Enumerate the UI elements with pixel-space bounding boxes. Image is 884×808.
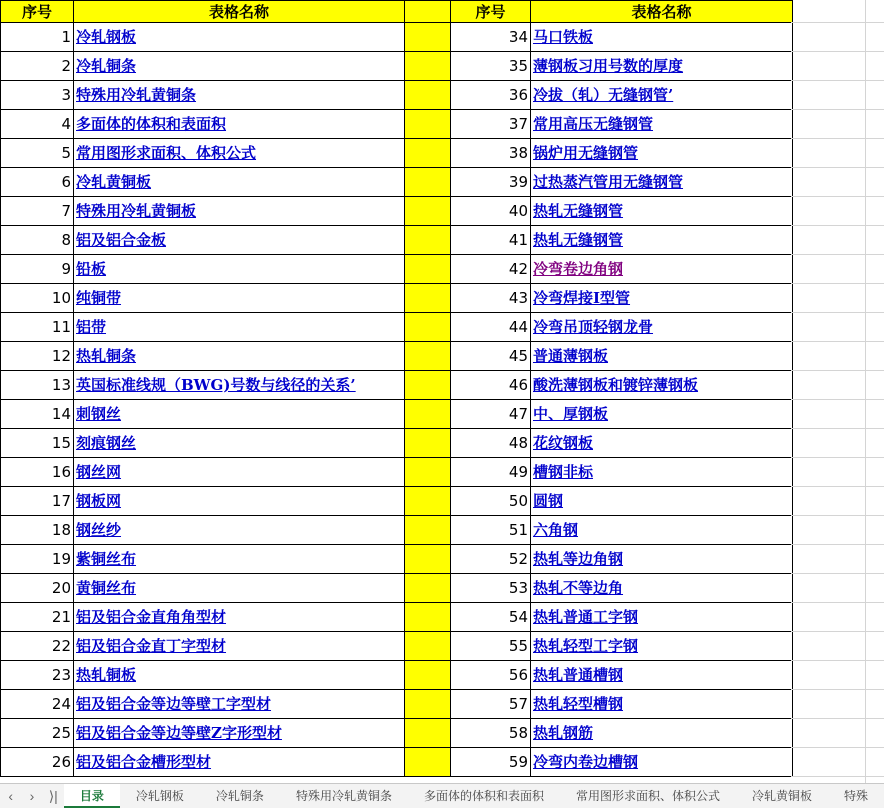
prev-sheet-icon[interactable]: ‹ xyxy=(8,788,13,804)
table-link-right[interactable]: 马口铁板 xyxy=(531,23,793,52)
header-seq-right[interactable]: 序号 xyxy=(451,1,531,23)
table-link-right[interactable]: 薄钢板习用号数的厚度 xyxy=(531,52,793,81)
table-row xyxy=(1,284,793,313)
table-link-left[interactable]: 特殊用冷轧黄铜板 xyxy=(74,197,405,226)
gridline xyxy=(791,544,884,545)
gridline xyxy=(791,341,884,342)
row-number-left[interactable]: 16 xyxy=(1,458,74,487)
highlight-cell[interactable] xyxy=(405,168,451,197)
table-link-left[interactable]: 纯铜带 xyxy=(74,284,405,313)
gridline xyxy=(791,660,884,661)
row-number-right[interactable]: 57 xyxy=(451,690,531,719)
table-link-left[interactable]: 常用图形求面积、体积公式 xyxy=(74,139,405,168)
row-number-right[interactable]: 56 xyxy=(451,661,531,690)
table-row xyxy=(1,603,793,632)
table-link-right[interactable]: 热轧等边角钢 xyxy=(531,545,793,574)
tab-cold-rolled-steel[interactable]: 冷轧钢板 xyxy=(135,789,184,803)
gridline xyxy=(791,776,884,777)
highlight-cell[interactable] xyxy=(405,284,451,313)
row-number-left[interactable]: 9 xyxy=(1,255,74,284)
table-link-left[interactable]: 英国标准线规（BWG)号数与线径的关系’ xyxy=(74,371,405,400)
row-number-left[interactable]: 10 xyxy=(1,284,74,313)
table-link-left[interactable]: 黄铜丝布 xyxy=(74,574,405,603)
table-row xyxy=(1,400,793,429)
table-row xyxy=(1,632,793,661)
table-link-left[interactable]: 钢板网 xyxy=(74,487,405,516)
row-number-right[interactable]: 34 xyxy=(451,23,531,52)
table-row xyxy=(1,545,793,574)
gridline xyxy=(865,0,866,783)
row-number-left[interactable]: 24 xyxy=(1,690,74,719)
gridline xyxy=(791,486,884,487)
row-number-left[interactable]: 21 xyxy=(1,603,74,632)
gridline xyxy=(791,80,884,81)
table-row xyxy=(1,255,793,284)
table-link-left[interactable]: 冷轧黄铜板 xyxy=(74,168,405,197)
gridline xyxy=(791,51,884,52)
table-link-left[interactable]: 紫铜丝布 xyxy=(74,545,405,574)
row-number-left[interactable]: 11 xyxy=(1,313,74,342)
gridline xyxy=(791,167,884,168)
table-link-left[interactable]: 冷轧铜条 xyxy=(74,52,405,81)
table-link-left[interactable]: 热轧铜条 xyxy=(74,342,405,371)
table-link-right[interactable]: 热轧无缝钢管 xyxy=(531,226,793,255)
table-row xyxy=(1,197,793,226)
highlight-cell[interactable] xyxy=(405,632,451,661)
highlight-cell[interactable] xyxy=(405,226,451,255)
highlight-cell[interactable] xyxy=(405,197,451,226)
row-number-right[interactable]: 48 xyxy=(451,429,531,458)
row-number-right[interactable]: 40 xyxy=(451,197,531,226)
table-row xyxy=(1,226,793,255)
table-row xyxy=(1,342,793,371)
highlight-cell[interactable] xyxy=(405,748,451,777)
row-number-left[interactable]: 6 xyxy=(1,168,74,197)
table-link-left[interactable]: 多面体的体积和表面积 xyxy=(74,110,405,139)
row-number-right[interactable]: 53 xyxy=(451,574,531,603)
row-number-left[interactable]: 20 xyxy=(1,574,74,603)
highlight-cell[interactable] xyxy=(405,487,451,516)
table-link-left[interactable]: 铝及铝合金直角角型材 xyxy=(74,603,405,632)
row-number-left[interactable]: 8 xyxy=(1,226,74,255)
tab-special-more[interactable]: 特殊 xyxy=(844,789,869,803)
table-link-right[interactable]: 热轧不等边角 xyxy=(531,574,793,603)
table-link-left[interactable]: 铝及铝合金槽形型材 xyxy=(74,748,405,777)
gridline xyxy=(791,573,884,574)
highlight-cell[interactable] xyxy=(405,603,451,632)
highlight-cell[interactable] xyxy=(405,313,451,342)
table-row xyxy=(1,748,793,777)
highlight-cell[interactable] xyxy=(405,516,451,545)
gridline xyxy=(791,399,884,400)
table-link-right[interactable]: 花纹钢板 xyxy=(531,429,793,458)
table-row xyxy=(1,110,793,139)
gridline xyxy=(791,225,884,226)
table-row xyxy=(1,139,793,168)
row-number-right[interactable]: 51 xyxy=(451,516,531,545)
table-row xyxy=(1,516,793,545)
row-number-right[interactable]: 39 xyxy=(451,168,531,197)
highlight-cell[interactable] xyxy=(405,458,451,487)
table-link-right[interactable]: 冷拔（轧）无缝钢管’ xyxy=(531,81,793,110)
table-link-right[interactable]: 冷弯吊顶轻钢龙骨 xyxy=(531,313,793,342)
table-link-left[interactable]: 铝及铝合金等边等壁Z字形型材 xyxy=(74,719,405,748)
highlight-cell[interactable] xyxy=(405,400,451,429)
empty-grid-area[interactable] xyxy=(791,0,884,783)
table-link-right[interactable]: 中、厚钢板 xyxy=(531,400,793,429)
table-link-left[interactable]: 刻痕钢丝 xyxy=(74,429,405,458)
table-link-right[interactable]: 热轧钢筋 xyxy=(531,719,793,748)
table-link-right[interactable]: 过热蒸汽管用无缝钢管 xyxy=(531,168,793,197)
row-number-right[interactable]: 50 xyxy=(451,487,531,516)
table-row xyxy=(1,371,793,400)
row-number-right[interactable]: 35 xyxy=(451,52,531,81)
tab-polyhedron-volume[interactable]: 多面体的体积和表面积 xyxy=(423,789,544,803)
highlight-cell[interactable] xyxy=(405,661,451,690)
table-row xyxy=(1,81,793,110)
row-number-left[interactable]: 7 xyxy=(1,197,74,226)
table-row xyxy=(1,168,793,197)
table-link-left[interactable]: 铝带 xyxy=(74,313,405,342)
table-row xyxy=(1,23,793,52)
row-number-right[interactable]: 59 xyxy=(451,748,531,777)
table-link-left[interactable]: 铝及铝合金板 xyxy=(74,226,405,255)
table-link-right[interactable]: 热轧普通槽钢 xyxy=(531,661,793,690)
highlight-cell[interactable] xyxy=(405,574,451,603)
table-link-right[interactable]: 冷弯卷边角钢 xyxy=(531,255,793,284)
row-number-left[interactable]: 3 xyxy=(1,81,74,110)
gridline xyxy=(791,457,884,458)
table-link-right[interactable]: 普通薄钢板 xyxy=(531,342,793,371)
highlight-cell[interactable] xyxy=(405,371,451,400)
gridline xyxy=(791,109,884,110)
tab-area-formulas[interactable]: 常用图形求面积、体积公式 xyxy=(575,789,720,803)
table-link-left[interactable]: 铝及铝合金直丁字型材 xyxy=(74,632,405,661)
header-spacer[interactable] xyxy=(405,1,451,23)
highlight-cell[interactable] xyxy=(405,690,451,719)
gridline xyxy=(791,689,884,690)
table-link-right[interactable]: 冷弯焊接I型管 xyxy=(531,284,793,313)
table-row xyxy=(1,690,793,719)
header-seq-left[interactable]: 序号 xyxy=(1,1,74,23)
row-number-left[interactable]: 25 xyxy=(1,719,74,748)
highlight-cell[interactable] xyxy=(405,139,451,168)
row-number-right[interactable]: 42 xyxy=(451,255,531,284)
header-name-right[interactable]: 表格名称 xyxy=(531,1,793,23)
row-number-right[interactable]: 37 xyxy=(451,110,531,139)
sheet-tab-bar xyxy=(0,783,884,808)
table-link-right[interactable]: 热轧轻型槽钢 xyxy=(531,690,793,719)
highlight-cell[interactable] xyxy=(405,545,451,574)
table-link-left[interactable]: 钢丝网 xyxy=(74,458,405,487)
gridline xyxy=(791,428,884,429)
table-link-right[interactable]: 圆钢 xyxy=(531,487,793,516)
table-row xyxy=(1,458,793,487)
table-link-right[interactable]: 槽钢非标 xyxy=(531,458,793,487)
table-row xyxy=(1,719,793,748)
table-link-right[interactable]: 冷弯内卷边槽钢 xyxy=(531,748,793,777)
table-link-right[interactable]: 热轧轻型工字钢 xyxy=(531,632,793,661)
row-number-left[interactable]: 2 xyxy=(1,52,74,81)
row-number-right[interactable]: 41 xyxy=(451,226,531,255)
row-number-left[interactable]: 26 xyxy=(1,748,74,777)
table-link-left[interactable]: 特殊用冷轧黄铜条 xyxy=(74,81,405,110)
row-number-left[interactable]: 15 xyxy=(1,429,74,458)
row-number-left[interactable]: 14 xyxy=(1,400,74,429)
tab-index[interactable]: 目录 xyxy=(64,784,120,808)
gridline xyxy=(791,283,884,284)
row-number-left[interactable]: 1 xyxy=(1,23,74,52)
row-number-right[interactable]: 52 xyxy=(451,545,531,574)
gridline xyxy=(791,254,884,255)
gridline xyxy=(791,312,884,313)
gridline xyxy=(791,747,884,748)
header-row xyxy=(1,1,793,23)
table-row xyxy=(1,574,793,603)
row-number-right[interactable]: 55 xyxy=(451,632,531,661)
row-number-right[interactable]: 43 xyxy=(451,284,531,313)
row-number-right[interactable]: 44 xyxy=(451,313,531,342)
table-row xyxy=(1,429,793,458)
gridline xyxy=(791,602,884,603)
next-sheet-icon[interactable]: › xyxy=(29,788,35,804)
gridline xyxy=(791,22,884,23)
row-number-left[interactable]: 12 xyxy=(1,342,74,371)
highlight-cell[interactable] xyxy=(405,81,451,110)
gridline xyxy=(791,515,884,516)
gridline xyxy=(791,631,884,632)
row-number-right[interactable]: 47 xyxy=(451,400,531,429)
highlight-cell[interactable] xyxy=(405,52,451,81)
highlight-cell[interactable] xyxy=(405,110,451,139)
highlight-cell[interactable] xyxy=(405,342,451,371)
gridline xyxy=(791,718,884,719)
row-number-left[interactable]: 18 xyxy=(1,516,74,545)
table-link-right[interactable]: 常用高压无缝钢管 xyxy=(531,110,793,139)
highlight-cell[interactable] xyxy=(405,255,451,284)
header-name-left[interactable]: 表格名称 xyxy=(74,1,405,23)
gridline xyxy=(791,196,884,197)
row-number-left[interactable]: 13 xyxy=(1,371,74,400)
table-row xyxy=(1,52,793,81)
row-number-left[interactable]: 22 xyxy=(1,632,74,661)
table-link-left[interactable]: 刺钢丝 xyxy=(74,400,405,429)
table-link-left[interactable]: 铝及铝合金等边等壁工字型材 xyxy=(74,690,405,719)
row-number-right[interactable]: 36 xyxy=(451,81,531,110)
gridline xyxy=(791,138,884,139)
row-number-right[interactable]: 45 xyxy=(451,342,531,371)
table-link-right[interactable]: 锅炉用无缝钢管 xyxy=(531,139,793,168)
tab-special-brass-strip[interactable]: 特殊用冷轧黄铜条 xyxy=(295,789,392,803)
table-link-left[interactable]: 钢丝纱 xyxy=(74,516,405,545)
table-row xyxy=(1,661,793,690)
table-link-right[interactable]: 热轧无缝钢管 xyxy=(531,197,793,226)
highlight-cell[interactable] xyxy=(405,23,451,52)
row-number-right[interactable]: 46 xyxy=(451,371,531,400)
row-number-left[interactable]: 23 xyxy=(1,661,74,690)
row-number-right[interactable]: 58 xyxy=(451,719,531,748)
table-link-right[interactable]: 六角钢 xyxy=(531,516,793,545)
row-number-right[interactable]: 54 xyxy=(451,603,531,632)
table-link-left[interactable]: 热轧铜板 xyxy=(74,661,405,690)
row-number-left[interactable]: 4 xyxy=(1,110,74,139)
row-number-left[interactable]: 5 xyxy=(1,139,74,168)
table-row xyxy=(1,487,793,516)
row-number-left[interactable]: 19 xyxy=(1,545,74,574)
table-link-left[interactable]: 冷轧钢板 xyxy=(74,23,405,52)
tab-cold-rolled-copper[interactable]: 冷轧铜条 xyxy=(215,789,264,803)
row-number-right[interactable]: 38 xyxy=(451,139,531,168)
table-link-left[interactable]: 铅板 xyxy=(74,255,405,284)
highlight-cell[interactable] xyxy=(405,429,451,458)
table-link-right[interactable]: 酸洗薄钢板和镀锌薄钢板 xyxy=(531,371,793,400)
last-sheet-icon[interactable]: ⟩| xyxy=(48,787,58,804)
highlight-cell[interactable] xyxy=(405,719,451,748)
gridline xyxy=(791,370,884,371)
tab-brass-plate[interactable]: 冷轧黄铜板 xyxy=(751,789,812,803)
row-number-right[interactable]: 49 xyxy=(451,458,531,487)
table-link-right[interactable]: 热轧普通工字钢 xyxy=(531,603,793,632)
row-number-left[interactable]: 17 xyxy=(1,487,74,516)
table-row xyxy=(1,313,793,342)
